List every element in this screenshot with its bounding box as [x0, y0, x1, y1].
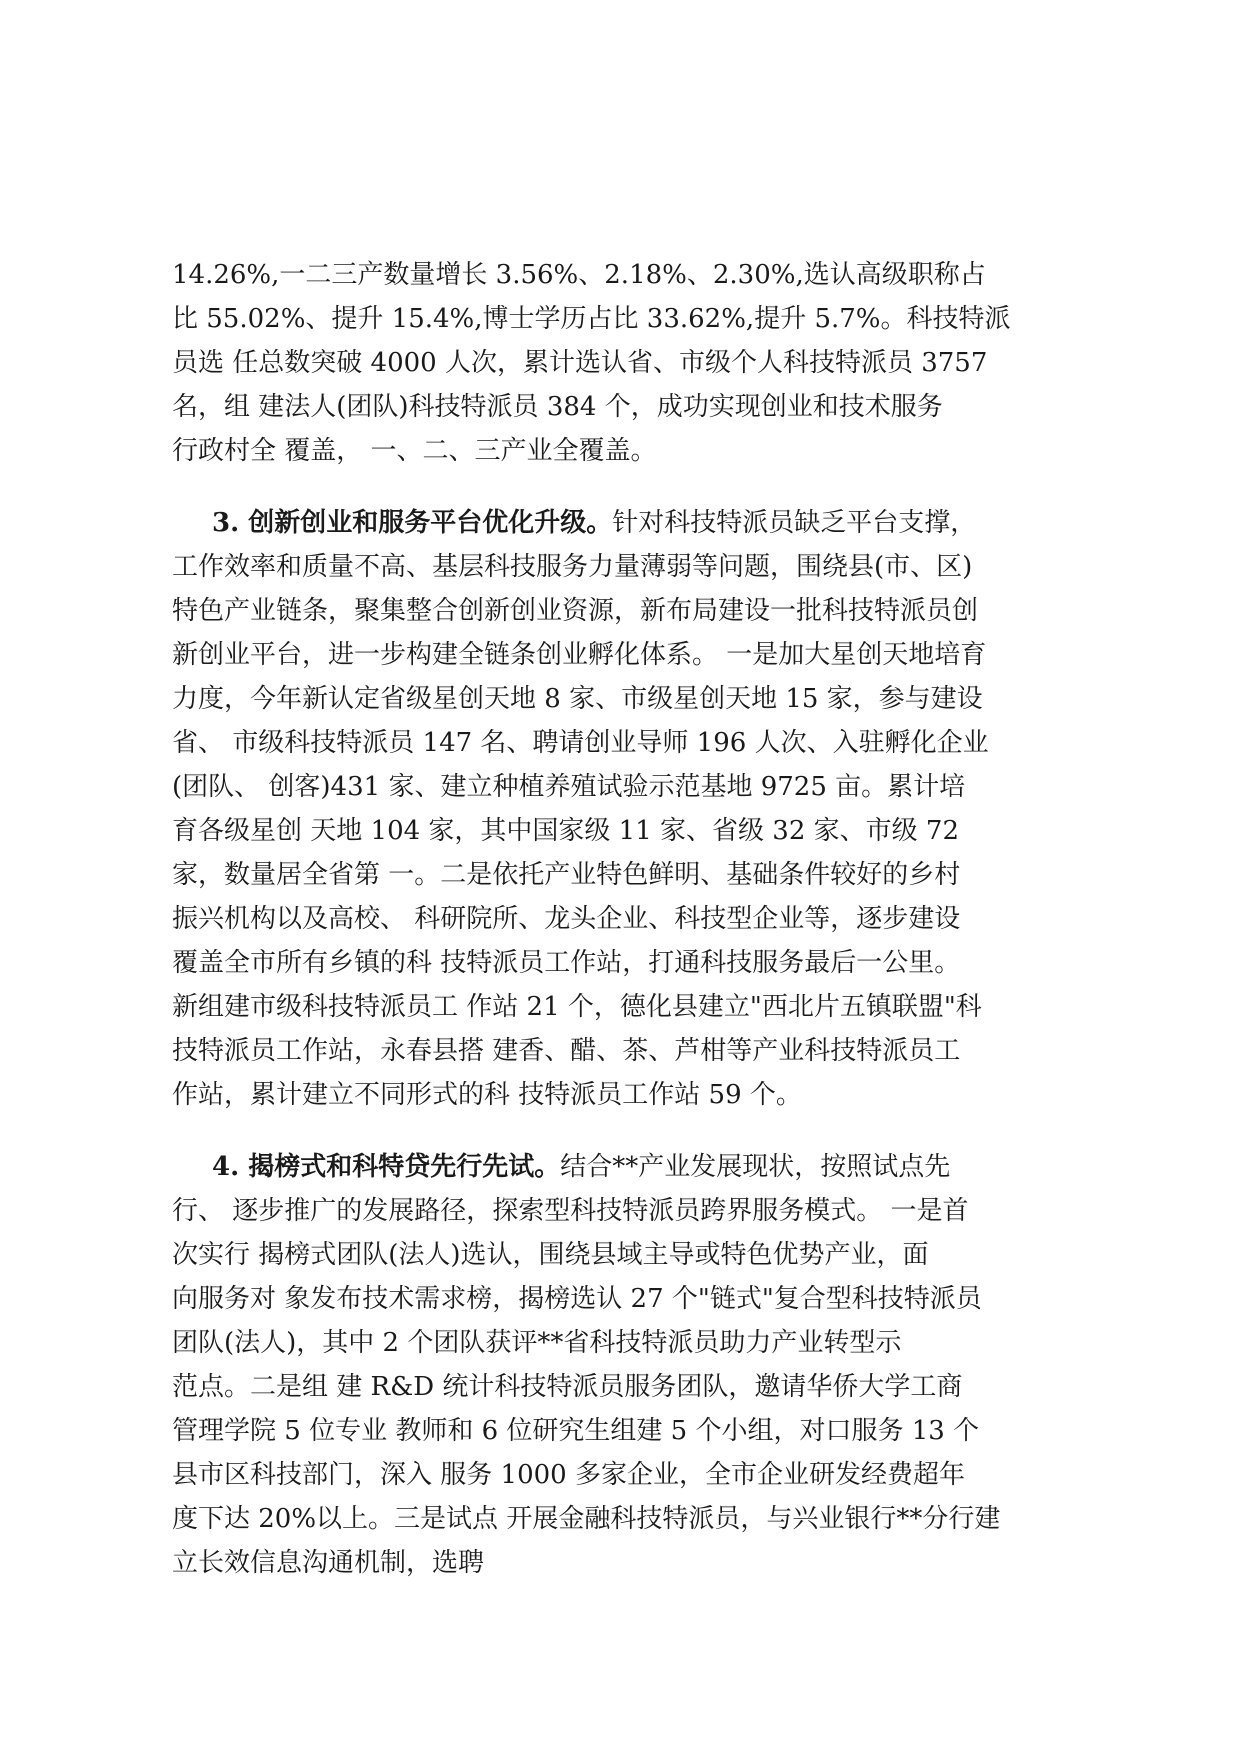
text-line: 振兴机构以及高校、 科研院所、龙头企业、科技型企业等，逐步建设 — [172, 904, 961, 934]
text-line: 育各级星创 天地 104 家，其中国家级 11 家、省级 32 家、市级 72 — [172, 816, 959, 846]
text-line: 范点。二是组 建 R&D 统计科技特派员服务团队，邀请华侨大学工商 — [172, 1372, 963, 1402]
text-line: 家，数量居全省第 一。二是依托产业特色鲜明、基础条件较好的乡村 — [172, 860, 961, 890]
text-line: 名，组 建法人(团队)科技特派员 384 个，成功实现创业和技术服务 — [172, 392, 943, 422]
text-line: 行政村全 覆盖， 一、二、三产业全覆盖。 — [172, 436, 657, 466]
paragraph-gap — [172, 473, 1080, 501]
document-body — [172, 253, 1080, 1585]
text-line: 特色产业链条，聚集整合创新创业资源，新布局建设一批科技特派员创 — [172, 596, 979, 626]
text-line: (团队、 创客)431 家、建立种植养殖试验示范基地 9725 亩。累计培 — [172, 772, 966, 802]
text-line: 员选 任总数突破 4000 人次，累计选认省、市级个人科技特派员 3757 — [172, 348, 988, 378]
paragraph-platform-upgrade — [172, 501, 1080, 1117]
paragraph-first-line — [172, 501, 1080, 545]
text-line: 度下达 20%以上。三是试点 开展金融科技特派员，与兴业银行**分行建 — [172, 1504, 1001, 1534]
text-line: 新组建市级科技特派员工 作站 21 个，德化县建立"西北片五镇联盟"科 — [172, 992, 982, 1022]
text-line: 覆盖全市所有乡镇的科 技特派员工作站，打通科技服务最后一公里。 — [172, 948, 961, 978]
text-line: 省、 市级科技特派员 147 名、聘请创业导师 196 人次、入驻孵化企业 — [172, 728, 989, 758]
text-line: 管理学院 5 位专业 教师和 6 位研究生组建 5 个小组，对口服务 13 个 — [172, 1416, 980, 1446]
paragraph-first-line — [172, 1145, 1080, 1189]
text-line: 作站，累计建立不同形式的科 技特派员工作站 59 个。 — [172, 1080, 802, 1110]
text-span: 结合**产业发展现状，按照试点先 — [560, 1152, 951, 1182]
text-line: 技特派员工作站，永春县搭 建香、醋、茶、芦柑等产业科技特派员工 — [172, 1036, 961, 1066]
paragraph-pilot-programs — [172, 1145, 1080, 1585]
text-line: 工作效率和质量不高、基层科技服务力量薄弱等问题，围绕县(市、区) — [172, 552, 973, 582]
text-line: 行、 逐步推广的发展路径，探索型科技特派员跨界服务模式。 一是首 — [172, 1196, 969, 1226]
text-span: 针对科技特派员缺乏平台支撑， — [612, 508, 977, 538]
paragraph-gap — [172, 1117, 1080, 1145]
text-line: 次实行 揭榜式团队(法人)选认，围绕县域主导或特色优势产业，面 — [172, 1240, 929, 1270]
text-line: 14.26%,一二三产数量增长 3.56%、2.18%、2.30%,选认高级职称占 — [172, 260, 986, 290]
text-line: 比 55.02%、提升 15.4%,博士学历占比 33.62%,提升 5.7%。科技特派 — [172, 304, 1011, 334]
text-line: 团队(法人)，其中 2 个团队获评**省科技特派员助力产业转型示 — [172, 1328, 902, 1358]
text-line: 向服务对 象发布技术需求榜，揭榜选认 27 个"链式"复合型科技特派员 — [172, 1284, 982, 1314]
paragraph-statistics — [172, 253, 1080, 473]
section-heading: 3. 创新创业和服务平台优化升级。 — [212, 508, 613, 538]
text-line: 立长效信息沟通机制，选聘 — [172, 1548, 485, 1578]
text-line: 力度，今年新认定省级星创天地 8 家、市级星创天地 15 家，参与建设 — [172, 684, 983, 714]
section-heading: 4. 揭榜式和科特贷先行先试。 — [212, 1152, 561, 1182]
text-line: 县市区科技部门，深入 服务 1000 多家企业，全市企业研发经费超年 — [172, 1460, 965, 1490]
text-line: 新创业平台，进一步构建全链条创业孵化体系。 一是加大星创天地培育 — [172, 640, 987, 670]
